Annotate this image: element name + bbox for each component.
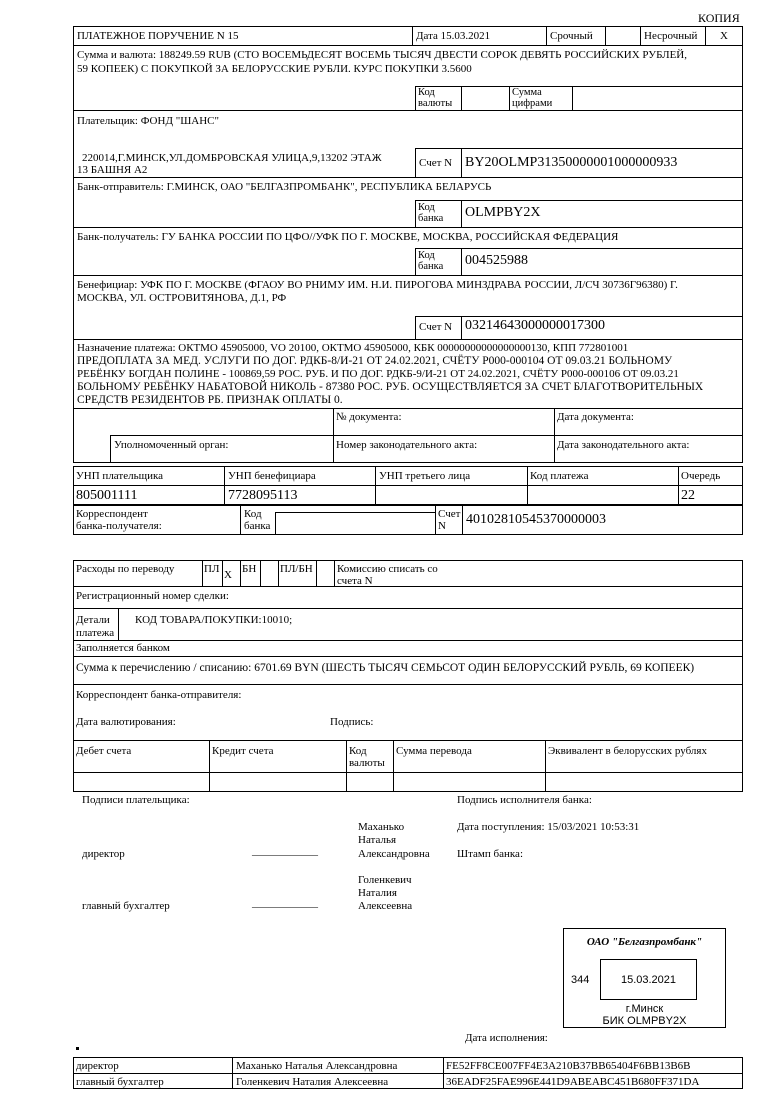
bank-stamp-label: Штамп банка: — [457, 848, 523, 860]
queue-label: Очередь — [681, 470, 721, 482]
amount-line-1: Сумма и валюта: 188249.59 RUB (СТО ВОСЕМЬДЕСЯТ ВОСЕМЬ ТЫСЯЧ ДВЕСТИ СОРОК ДЕВЯТЬ РОССИЙСКИХ РУБЛЕЙ, — [77, 49, 687, 61]
law-number-label: Номер законодательного акта: — [336, 439, 478, 451]
purpose-line-1: Назначение платежа: ОКТМО 45905000, VO 20100, ОКТМО 45905000, КБК 00000000000000000130, КПП 772801001 — [77, 342, 629, 354]
currency-code-label-1: Код — [418, 87, 435, 98]
purpose-line-3: РЕБЁНКУ БОГДАН ПОЛИНЕ - 100869,59 РОС. РУБ. И ПО ДОГ. РДКБ-9/И-21 ОТ 24.02.2021, СЧЁТУ Р000-000106 ОТ 09.03.21 — [77, 368, 679, 380]
nonurgent-mark: X — [720, 30, 728, 42]
sig-row-2-role: главный бухгалтер — [76, 1076, 164, 1088]
details-value: КОД ТОВАРА/ПОКУПКИ:10010; — [135, 614, 293, 626]
beneficiary-line-2: МОСКВА, УЛ. ОСТРОВИТЯНОВА, Д.1, РФ — [77, 292, 287, 304]
receiver-bank-code-label-2: банка — [418, 261, 444, 272]
sum-digits-label-1: Сумма — [512, 87, 542, 98]
execution-date-label: Дата исполнения: — [465, 1032, 548, 1044]
receiver-bank-code-label-1: Код — [418, 250, 435, 261]
doc-number-label: № документа: — [336, 411, 402, 423]
sum-transfer: Сумма к перечислению / списанию: 6701.69 BYN (ШЕСТЬ ТЫСЯЧ СЕМЬСОТ ОДИН БЕЛОРУССКИЙ РУБЛЬ, 69 КОПЕЕК) — [76, 662, 695, 674]
bank-fill-row — [73, 640, 743, 657]
sender-correspondent-label: Корреспондент банка-отправителя: — [76, 689, 242, 701]
accountant-signature-line: ____________ — [252, 897, 318, 909]
accountant-name-2: Наталия — [358, 887, 397, 899]
doc-date-label: Дата документа: — [557, 411, 634, 423]
beneficiary-line-1: Бенефициар: УФК ПО Г. МОСКВЕ (ФГАОУ ВО РНИМУ ИМ. Н.И. ПИРОГОВА МИНЗДРАВА РОССИИ, Л/СЧ 30736Г96380) Г. — [77, 279, 678, 291]
correspondent-code-label-1: Код — [244, 508, 262, 520]
stamp-bank-name: ОАО "Белгазпромбанк" — [586, 936, 703, 948]
details-label-2: платежа — [76, 627, 115, 639]
director-signature-line: ____________ — [252, 845, 318, 857]
beneficiary-account: 03214643000000017300 — [465, 318, 605, 333]
payment-code-label: Код платежа — [530, 470, 589, 482]
received-date: Дата поступления: 15/03/2021 10:53:31 — [457, 821, 640, 833]
unp-beneficiary-value: 7728095113 — [228, 488, 298, 503]
correspondent-account: 40102810545370000003 — [466, 512, 606, 527]
unp-payer-label: УНП плательщика — [76, 470, 164, 482]
sig-row-2-name: Голенкевич Наталия Алексеевна — [236, 1076, 389, 1088]
nonurgent-label: Несрочный — [644, 30, 698, 42]
payer-address-2: 13 БАШНЯ А2 — [77, 164, 148, 176]
receiver-bank-code: 004525988 — [465, 253, 528, 268]
correspondent-label-1: Корреспондент — [76, 508, 148, 520]
payer-address-1: 220014,Г.МИНСК,УЛ.ДОМБРОВСКАЯ УЛИЦА,9,13202 ЭТАЖ — [82, 152, 382, 164]
bullet-dot — [76, 1047, 79, 1050]
fees-pl: ПЛ — [204, 563, 220, 575]
correspondent-label-2: банка-получателя: — [76, 520, 162, 532]
receiver-bank-name: Банк-получатель: ГУ БАНКА РОССИИ ПО ЦФО//УФК ПО Г. МОСКВЕ, МОСКВА, РОССИЙСКАЯ ФЕДЕРАЦИЯ — [77, 231, 619, 243]
bank-fill-label: Заполняется банком — [76, 642, 170, 654]
purpose-line-5: СРЕДСТВ РЕЗИДЕНТОВ РБ. ПРИЗНАК ОПЛАТЫ 0. — [77, 394, 343, 406]
director-name-1: Маханько — [358, 821, 405, 833]
accountant-label: главный бухгалтер — [82, 900, 170, 912]
correspondent-block — [73, 505, 743, 535]
payer-account: BY20OLMP31350000001000000933 — [465, 155, 678, 170]
sender-bank-code-label-1: Код — [418, 202, 435, 213]
value-date-label: Дата валютирования: — [76, 716, 176, 728]
deal-registration-label: Регистрационный номер сделки: — [76, 590, 229, 602]
unp-payer-value: 805001111 — [76, 488, 138, 503]
law-date-label: Дата законодательного акта: — [557, 439, 690, 451]
commission-label-2: счета N — [337, 575, 373, 587]
fees-bn: БН — [242, 563, 257, 575]
authorized-body-label: Уполномоченный орган: — [114, 439, 229, 451]
currency-code-col-1: Код — [349, 745, 367, 757]
sig-row-1-hash: FE52FF8CE007FF4E3A210B37BB65404F6BB13B6B — [446, 1060, 691, 1072]
order-date: Дата 15.03.2021 — [416, 30, 491, 42]
fees-plbn: ПЛ/БН — [280, 563, 313, 575]
details-label-1: Детали — [76, 614, 110, 626]
fees-label: Расходы по переводу — [76, 563, 175, 575]
purpose-line-4: БОЛЬНОМУ РЕБЁНКУ НАБАТОВОЙ НИКОЛЬ - 87380 РОС. РУБ. ОСУЩЕСТВЛЯЕТСЯ ЗА СЧЕТ БЛАГОТВОРИТЕЛЬНЫХ — [77, 381, 704, 393]
correspondent-account-label-2: N — [438, 520, 446, 532]
bank-executor-label: Подпись исполнителя банка: — [457, 794, 592, 806]
beneficiary-account-label: Счет N — [419, 321, 453, 333]
stamp-city: г.Минск — [625, 1003, 664, 1015]
correspondent-code-label-2: банка — [244, 520, 271, 532]
currency-code-label-2: валюты — [418, 98, 453, 109]
sig-row-1-role: директор — [76, 1060, 119, 1072]
director-label: директор — [82, 848, 125, 860]
order-title: ПЛАТЕЖНОЕ ПОРУЧЕНИЕ N 15 — [77, 30, 239, 42]
accountant-name-1: Голенкевич — [358, 874, 412, 886]
transfer-sum-label: Сумма перевода — [396, 745, 472, 757]
sender-bank-name: Банк-отправитель: Г.МИНСК, ОАО "БЕЛГАЗПРОМБАНК", РЕСПУБЛИКА БЕЛАРУСЬ — [77, 181, 492, 193]
commission-label-1: Комиссию списать со — [337, 563, 438, 575]
signature-label: Подпись: — [330, 716, 374, 728]
payer-name: Плательщик: ФОНД "ШАНС" — [77, 115, 220, 127]
purpose-line-2: ПРЕДОПЛАТА ЗА МЕД. УСЛУГИ ПО ДОГ. РДКБ-8/И-21 ОТ 24.02.2021, СЧЁТУ Р000-000104 ОТ 09.03.21 БОЛЬНОМУ — [77, 355, 673, 367]
sum-digits-label-2: цифрами — [512, 98, 553, 109]
currency-code-col-2: валюты — [349, 757, 385, 769]
sender-bank-code: OLMPBY2X — [465, 205, 541, 220]
director-name-2: Наталья — [358, 834, 397, 846]
sig-row-2-hash: 36EADF25FAE996E441D9ABEABC451B680FF371DA — [446, 1076, 700, 1088]
amount-line-2: 59 КОПЕЕК) С ПОКУПКОЙ ЗА БЕЛОРУССКИЕ РУБЛИ. КУРС ПОКУПКИ 3.5600 — [77, 63, 472, 75]
unp-third-party-label: УНП третьего лица — [379, 470, 471, 482]
queue-value: 22 — [681, 488, 695, 503]
correspondent-account-label-1: Счет — [438, 508, 461, 520]
unp-beneficiary-label: УНП бенефициара — [228, 470, 316, 482]
sender-bank-code-label-2: банка — [418, 213, 444, 224]
sig-row-1-name: Маханько Наталья Александровна — [236, 1060, 398, 1072]
fees-pl-mark: X — [224, 569, 232, 581]
byn-equivalent-label: Эквивалент в белорусских рублях — [548, 745, 707, 757]
stamp-bic: БИК OLMPBY2X — [602, 1015, 687, 1027]
payer-signatures-label: Подписи плательщика: — [82, 794, 190, 806]
payer-account-label: Счет N — [419, 157, 453, 169]
copy-label: КОПИЯ — [698, 11, 740, 25]
director-name-3: Александровна — [358, 848, 430, 860]
debit-label: Дебет счета — [76, 745, 132, 757]
urgent-label: Срочный — [550, 30, 593, 42]
stamp-number: 344 — [571, 974, 590, 986]
credit-label: Кредит счета — [212, 745, 274, 757]
stamp-date: 15.03.2021 — [620, 974, 677, 986]
accountant-name-3: Алексеевна — [358, 900, 413, 912]
